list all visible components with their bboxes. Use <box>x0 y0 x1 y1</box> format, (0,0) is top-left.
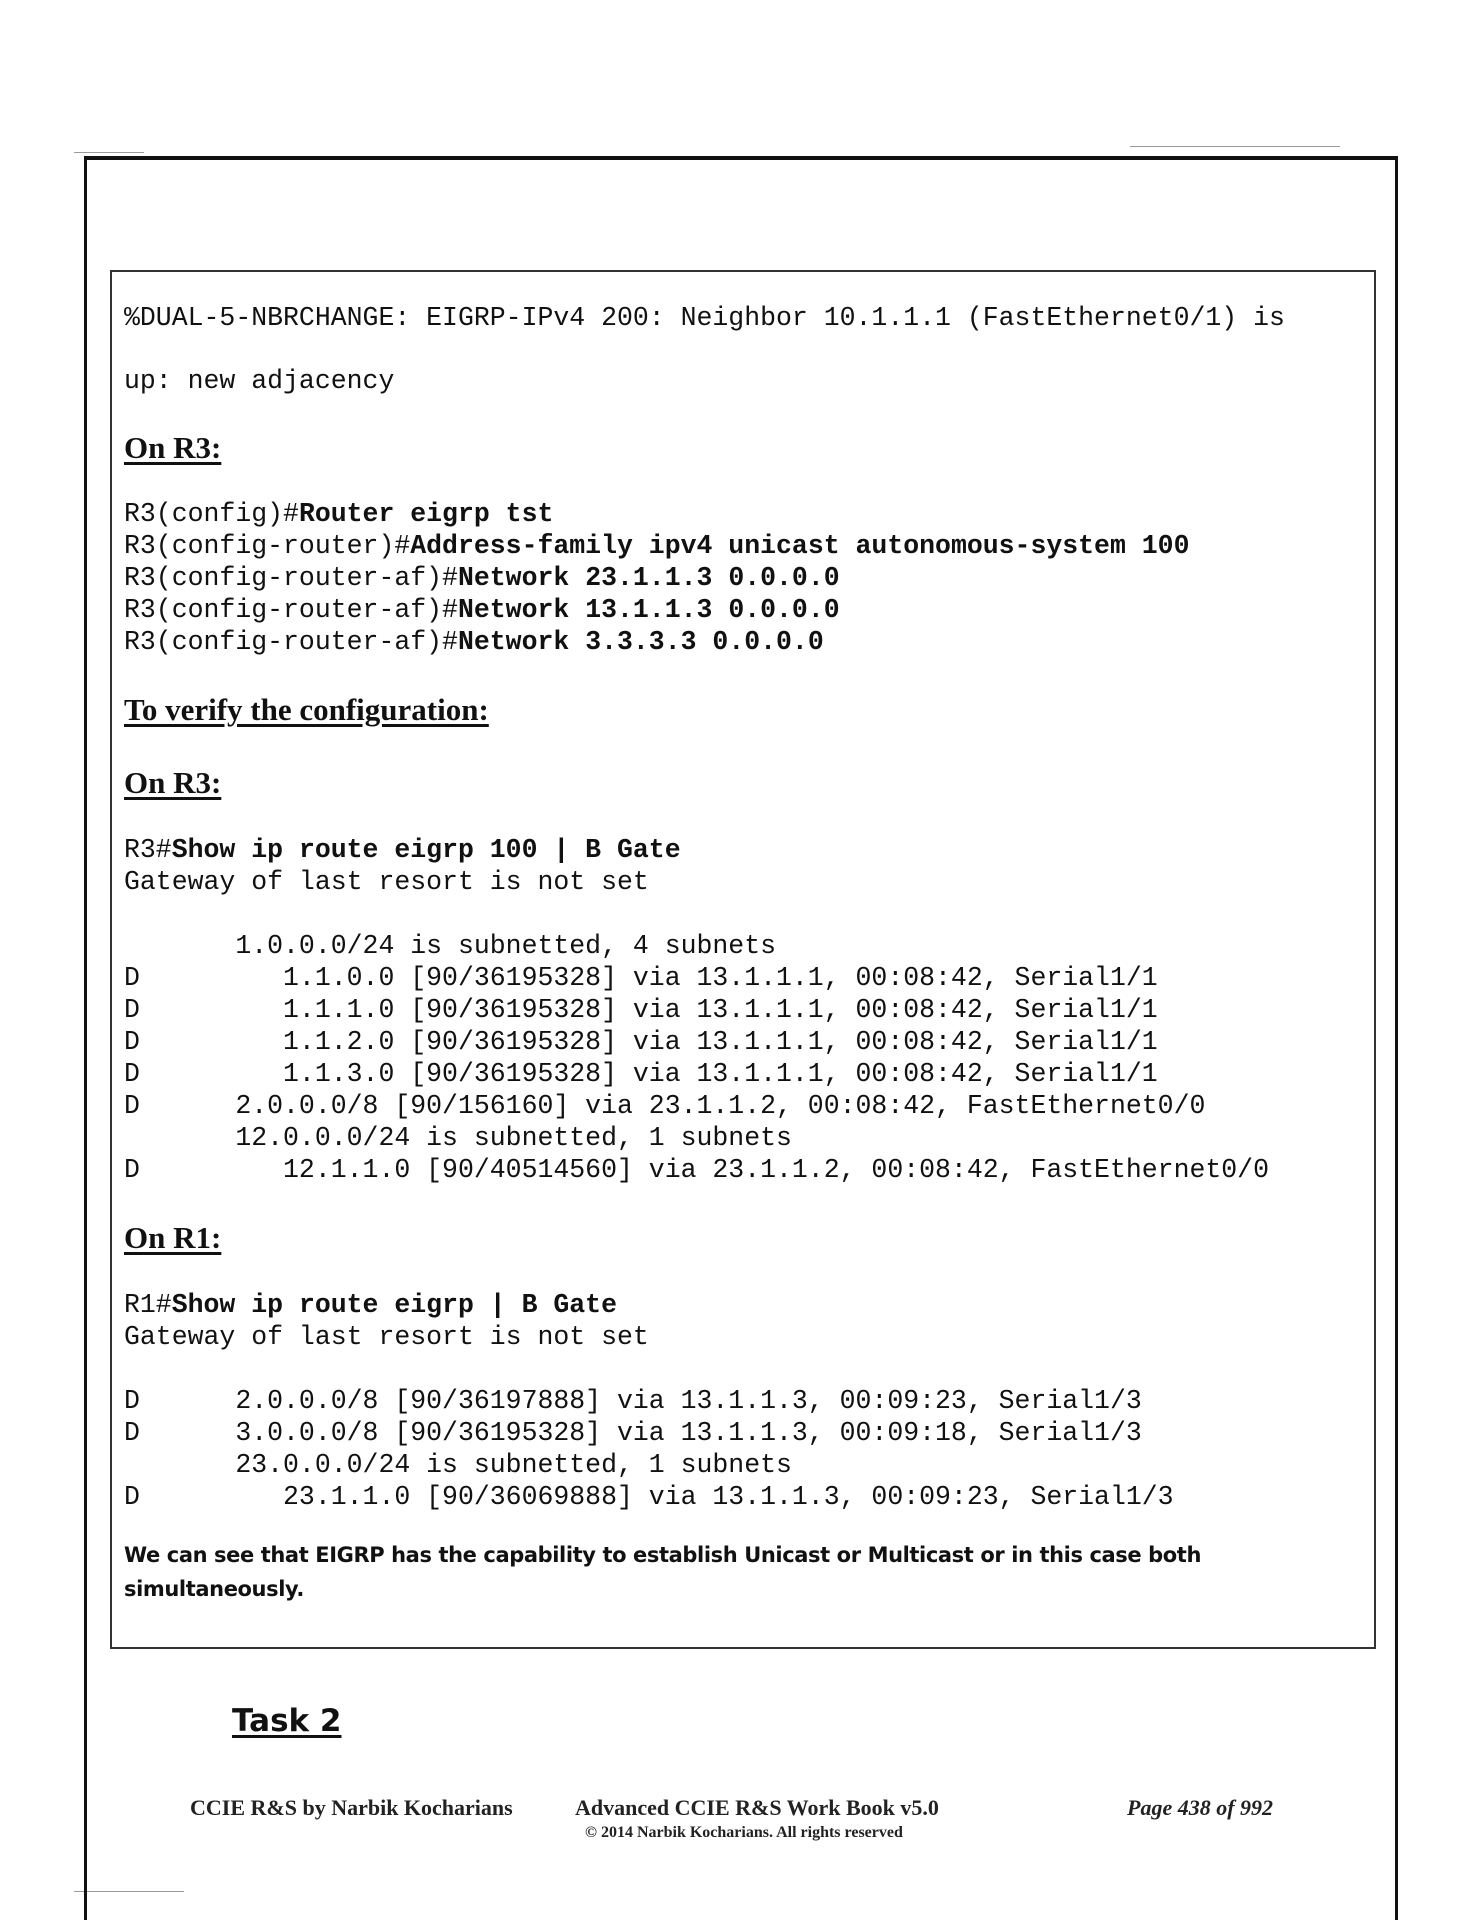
config-command: Network 13.1.1.3 0.0.0.0 <box>457 595 840 625</box>
route-line: 1.0.0.0/24 is subnetted, 4 subnets <box>124 931 777 961</box>
config-line <box>124 562 840 594</box>
config-line <box>124 594 840 626</box>
route-line: D 23.1.1.0 [90/36069888] via 13.1.1.3, 00:09:23, Serial1/3 <box>124 1482 1174 1512</box>
footer-author: CCIE R&S by Narbik Kocharians <box>190 1795 513 1820</box>
config-line <box>124 498 553 530</box>
route-line: D 1.1.2.0 [90/36195328] via 13.1.1.1, 00:08:42, Serial1/1 <box>124 1027 1158 1057</box>
route-line: D 2.0.0.0/8 [90/36197888] via 13.1.1.3, 00:09:23, Serial1/3 <box>124 1386 1142 1416</box>
config-command: Network 3.3.3.3 0.0.0.0 <box>457 627 824 657</box>
footer-page-number: Page 438 of 992 <box>1127 1795 1274 1820</box>
show-prompt: R1# <box>124 1290 172 1320</box>
route-line: D 3.0.0.0/8 [90/36195328] via 13.1.1.3, 00:09:18, Serial1/3 <box>124 1418 1142 1448</box>
section-heading-on-r3-config: On R3: <box>124 430 222 465</box>
show-command: Show ip route eigrp | B Gate <box>171 1290 617 1320</box>
scan-artifact-top-left <box>74 152 144 153</box>
config-prompt: R3(config-router-af)# <box>124 563 458 593</box>
show-prompt: R3# <box>124 835 172 865</box>
show-command-line <box>124 834 681 866</box>
log-line-2: up: new adjacency <box>124 366 395 396</box>
config-prompt: R3(config-router-af)# <box>124 595 458 625</box>
config-prompt: R3(config)# <box>124 499 299 529</box>
log-line-1: %DUAL-5-NBRCHANGE: EIGRP-IPv4 200: Neighbor 10.1.1.1 (FastEthernet0/1) is <box>124 303 1285 333</box>
route-line: D 2.0.0.0/8 [90/156160] via 23.1.1.2, 00:08:42, FastEthernet0/0 <box>124 1091 1206 1121</box>
scan-artifact-top-right <box>1130 146 1340 147</box>
route-line: D 1.1.1.0 [90/36195328] via 13.1.1.1, 00:08:42, Serial1/1 <box>124 995 1158 1025</box>
config-command: Router eigrp tst <box>298 499 554 529</box>
route-line: D 1.1.3.0 [90/36195328] via 13.1.1.1, 00:08:42, Serial1/1 <box>124 1059 1158 1089</box>
task-heading: Task 2 <box>232 1703 342 1739</box>
show-command: Show ip route eigrp 100 | B Gate <box>171 835 681 865</box>
gateway-line: Gateway of last resort is not set <box>124 1322 649 1352</box>
gateway-line: Gateway of last resort is not set <box>124 867 649 897</box>
footer-book-title: Advanced CCIE R&S Work Book v5.0 <box>575 1795 939 1820</box>
section-heading-on-r3-verify: On R3: <box>124 765 222 800</box>
config-command: Network 23.1.1.3 0.0.0.0 <box>457 563 840 593</box>
route-line: 12.0.0.0/24 is subnetted, 1 subnets <box>124 1123 792 1153</box>
route-line: D 12.1.1.0 [90/40514560] via 23.1.1.2, 00:08:42, FastEthernet0/0 <box>124 1155 1269 1185</box>
route-line: D 1.1.0.0 [90/36195328] via 13.1.1.1, 00:08:42, Serial1/1 <box>124 963 1158 993</box>
section-heading-on-r1: On R1: <box>124 1220 222 1255</box>
config-command: Address-family ipv4 unicast autonomous-system 100 <box>410 531 1190 561</box>
config-prompt: R3(config-router-af)# <box>124 627 458 657</box>
footer-copyright: © 2014 Narbik Kocharians. All rights reserved <box>585 1824 903 1841</box>
config-line <box>124 626 824 658</box>
config-line <box>124 530 1189 562</box>
config-prompt: R3(config-router)# <box>124 531 411 561</box>
show-command-line <box>124 1289 617 1321</box>
summary-note: We can see that EIGRP has the capability to establish Unicast or Multicast or in this case both simultaneously. <box>124 1543 1201 1601</box>
section-heading-verify: To verify the configuration: <box>124 692 489 727</box>
route-line: 23.0.0.0/24 is subnetted, 1 subnets <box>124 1450 792 1480</box>
